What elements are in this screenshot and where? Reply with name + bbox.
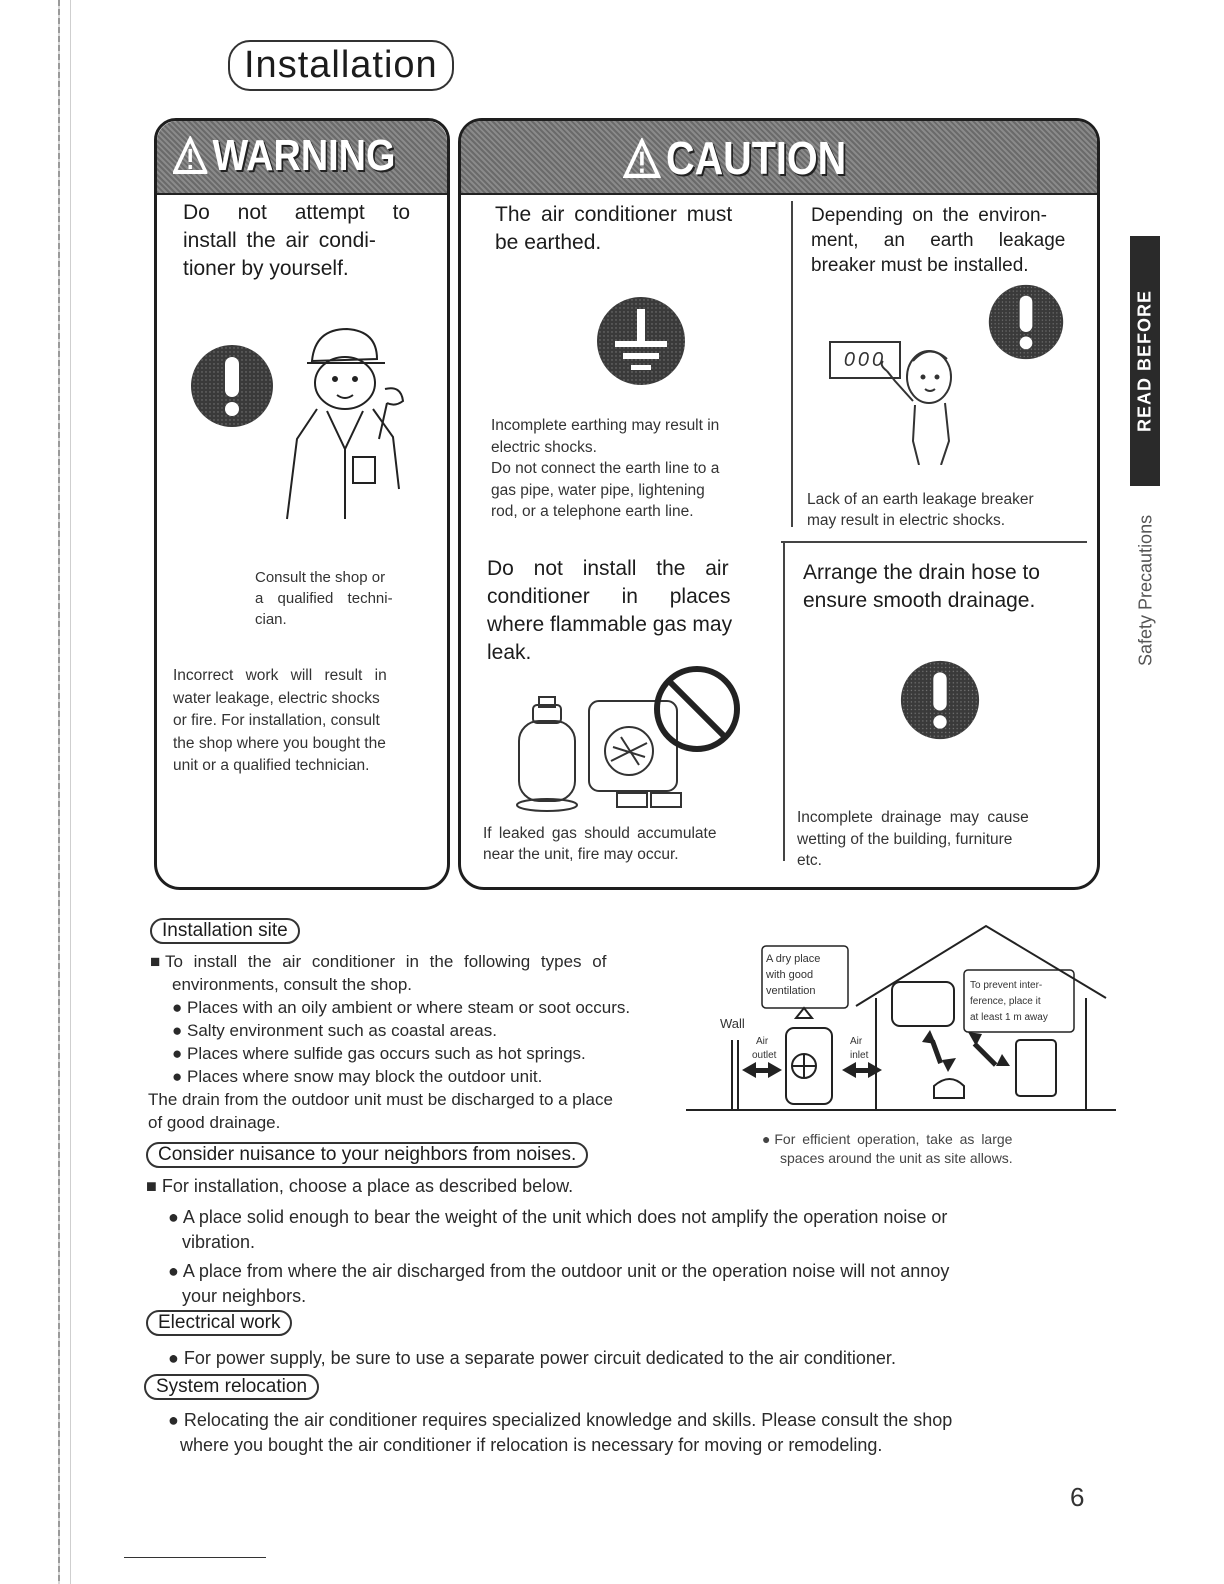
- noise-bullet-text: A place solid enough to bear the weight of the unit which does not amplify the operation noise or: [182, 1207, 948, 1227]
- interference-line: at least 1 m away: [970, 1012, 1048, 1023]
- noise-intro: [146, 1174, 1106, 1199]
- warning-body-line: or fire. For installation, consult: [173, 712, 380, 729]
- installation-site-bullet-text: Places where sulfide gas occurs such as hot springs.: [187, 1044, 586, 1063]
- bullet-icon: ●: [168, 1348, 184, 1368]
- caution-box: [458, 118, 1100, 890]
- breaker-body-line: Lack of an earth leakage breaker: [807, 491, 1034, 508]
- warning-heading: [183, 199, 433, 283]
- noise-bullet-cont: vibration.: [182, 1232, 256, 1252]
- efficiency-text: For efficient operation, take as large: [774, 1131, 1013, 1147]
- breaker-heading-line: breaker must be installed.: [811, 255, 1029, 276]
- breaker-heading-line: Depending on the environ-: [811, 205, 1047, 226]
- footer-rule: [124, 1557, 266, 1558]
- noise-bullet: [146, 1259, 1106, 1284]
- installation-site-bullet: [150, 996, 690, 1019]
- earth-ground-icon: [595, 295, 687, 387]
- warning-banner: [157, 121, 447, 195]
- drain-body-line: Incomplete drainage may cause: [797, 809, 1029, 826]
- air-outlet-line: outlet: [752, 1050, 777, 1061]
- drain-heading-line: ensure smooth drainage.: [803, 589, 1036, 612]
- breaker-heading: [811, 203, 1093, 278]
- warning-heading-line: Do not attempt to: [183, 201, 411, 224]
- drain-exclamation-icon: [899, 659, 981, 741]
- noise-text: [146, 1174, 1106, 1309]
- drain-body-line: etc.: [797, 852, 822, 869]
- earthed-body-line: Do not connect the earth line to a: [491, 460, 720, 477]
- relocation-line: [168, 1408, 1108, 1433]
- bullet-icon: ●: [172, 998, 187, 1017]
- breaker-body-line: may result in electric shocks.: [807, 512, 1006, 529]
- installation-site-intro-line: To install the air conditioner in the following types of: [165, 952, 607, 971]
- noise-bullet-text: A place from where the air discharged from the outdoor unit or the operation noise will not annoy: [182, 1261, 950, 1281]
- earthed-body-line: gas pipe, water pipe, lightening: [491, 481, 705, 499]
- flammable-body: [483, 823, 779, 865]
- installation-site-bullet: [150, 1019, 690, 1042]
- caution-triangle-icon: [623, 138, 661, 178]
- exclamation-icon: [189, 343, 275, 429]
- gas-cylinder-prohibited-illustration: [511, 661, 751, 821]
- electrical-bullet-text: For power supply, be sure to use a separate power circuit dedicated to the air conditioner.: [183, 1348, 896, 1368]
- page-number: 6: [1070, 1482, 1085, 1512]
- efficiency-line: [762, 1130, 1102, 1149]
- installation-site-bullet-text: Places with an oily ambient or where steam or soot occurs.: [187, 998, 631, 1017]
- warning-caption: [255, 567, 435, 630]
- installation-site-intro-line: environments, consult the shop.: [172, 975, 413, 994]
- air-outlet-line: Air: [756, 1036, 769, 1047]
- caution-divider-v2: [783, 541, 785, 861]
- drain-body-line: wetting of the building, furniture: [797, 830, 1013, 848]
- dry-place-line: with good: [766, 969, 814, 981]
- wall-label: Wall: [720, 1016, 745, 1031]
- warning-label: WARNING: [212, 131, 396, 180]
- drain-body: [797, 807, 1087, 872]
- dry-place-line: A dry place: [766, 953, 821, 965]
- flammable-body-line: near the unit, fire may occur.: [483, 846, 679, 863]
- earthed-body-line: Incomplete earthing may result in: [491, 417, 720, 434]
- flammable-heading-line: where flammable gas may: [487, 613, 733, 636]
- caution-label: CAUTION: [666, 132, 847, 184]
- relocation-line-text: Relocating the air conditioner requires specialized knowledge and skills. Please consult the shop: [183, 1410, 953, 1430]
- breaker-exclamation-icon: [987, 283, 1065, 361]
- relocation-text: [168, 1408, 1108, 1458]
- noise-bullet-cont: your neighbors.: [182, 1286, 307, 1306]
- installation-site-bullet-text: Salty environment such as coastal areas.: [187, 1021, 497, 1040]
- person-reaching-illustration: [869, 341, 979, 465]
- square-bullet-icon: ■: [146, 1176, 162, 1196]
- page-title: Installation: [228, 40, 454, 91]
- bullet-icon: ●: [168, 1261, 183, 1281]
- installation-site-diagram: [686, 918, 1116, 1118]
- electrical-bullet: [168, 1346, 1108, 1371]
- earthed-body-line: electric shocks.: [491, 438, 597, 456]
- warning-body-line: the shop where you bought the: [173, 734, 386, 752]
- warning-body-line: unit or a qualified technician.: [173, 757, 370, 774]
- warning-caption-line: Consult the shop or: [255, 569, 386, 586]
- warning-caption-line: a qualified techni-: [255, 590, 393, 607]
- flammable-heading: [487, 555, 767, 667]
- electrical-title: Electrical work: [146, 1310, 292, 1336]
- caution-label-wrap: [623, 131, 846, 185]
- warning-label-wrap: [173, 131, 395, 181]
- caution-banner: [461, 121, 1097, 195]
- caution-divider-h: [781, 541, 1087, 543]
- warning-heading-line: install the air condi-: [183, 229, 376, 252]
- installation-site-title: Installation site: [150, 918, 300, 944]
- flammable-heading-line: leak.: [487, 641, 532, 664]
- left-binding-rule-2: [70, 0, 71, 1584]
- drain-heading: [803, 559, 1093, 615]
- technician-illustration: [267, 319, 417, 529]
- installation-site-bullet-text: Places where snow may block the outdoor unit.: [187, 1067, 543, 1086]
- earthed-body: [491, 415, 787, 523]
- interference-line: ference, place it: [970, 996, 1041, 1007]
- warning-body: [173, 665, 435, 778]
- breaker-body: [807, 489, 1091, 531]
- noise-title: Consider nuisance to your neighbors from noises.: [146, 1142, 588, 1168]
- relocation-line: where you bought the air conditioner if relocation is necessary for moving or remodeling.: [180, 1435, 883, 1455]
- dry-place-line: ventilation: [766, 985, 816, 997]
- efficiency-line: spaces around the unit as site allows.: [780, 1150, 1013, 1166]
- breaker-display: 000: [829, 341, 901, 379]
- installation-site-bullet: [150, 1042, 690, 1065]
- left-binding-rule: [58, 0, 60, 1584]
- side-tab-read-before: READ BEFORE: [1130, 236, 1160, 486]
- flammable-body-line: If leaked gas should accumulate: [483, 825, 717, 842]
- bullet-icon: ●: [172, 1067, 187, 1086]
- flammable-heading-line: conditioner in places: [487, 585, 731, 608]
- flammable-heading-line: Do not install the air: [487, 557, 729, 580]
- noise-intro-text: For installation, choose a place as described below.: [161, 1176, 574, 1196]
- square-bullet-icon: ■: [150, 952, 165, 971]
- warning-body-line: water leakage, electric shocks: [173, 689, 380, 707]
- efficiency-note: [762, 1130, 1102, 1168]
- installation-site-intro: [150, 950, 690, 973]
- installation-site-drain-line: of good drainage.: [148, 1113, 281, 1132]
- earthed-heading-line: be earthed.: [495, 231, 602, 254]
- warning-caption-line: cian.: [255, 611, 287, 628]
- interference-line: To prevent inter-: [970, 980, 1043, 991]
- bullet-icon: ●: [168, 1207, 183, 1227]
- bullet-icon: ●: [762, 1131, 775, 1147]
- bullet-icon: ●: [168, 1410, 184, 1430]
- air-inlet-line: inlet: [850, 1050, 869, 1061]
- earthed-body-line: rod, or a telephone earth line.: [491, 503, 694, 520]
- air-inlet-line: Air: [850, 1036, 863, 1047]
- installation-site-text: [150, 950, 690, 1134]
- earthed-heading-line: The air conditioner must: [495, 203, 733, 226]
- installation-site-drain-line: The drain from the outdoor unit must be discharged to a place: [148, 1090, 613, 1109]
- side-safety-precautions: Safety Precautions: [1135, 514, 1156, 666]
- noise-bullet: [146, 1205, 1106, 1230]
- breaker-heading-line: ment, an earth leakage: [811, 230, 1066, 251]
- warning-heading-line: tioner by yourself.: [183, 257, 349, 280]
- caution-divider-v1: [791, 201, 793, 527]
- bullet-icon: ●: [172, 1044, 187, 1063]
- relocation-title: System relocation: [144, 1374, 319, 1400]
- warning-box: [154, 118, 450, 890]
- drain-heading-line: Arrange the drain hose to: [803, 561, 1040, 584]
- installation-site-bullet: [150, 1065, 690, 1088]
- bullet-icon: ●: [172, 1021, 187, 1040]
- earthed-heading: [495, 201, 785, 257]
- warning-body-line: Incorrect work will result in: [173, 667, 387, 684]
- warning-triangle-icon: [173, 136, 207, 174]
